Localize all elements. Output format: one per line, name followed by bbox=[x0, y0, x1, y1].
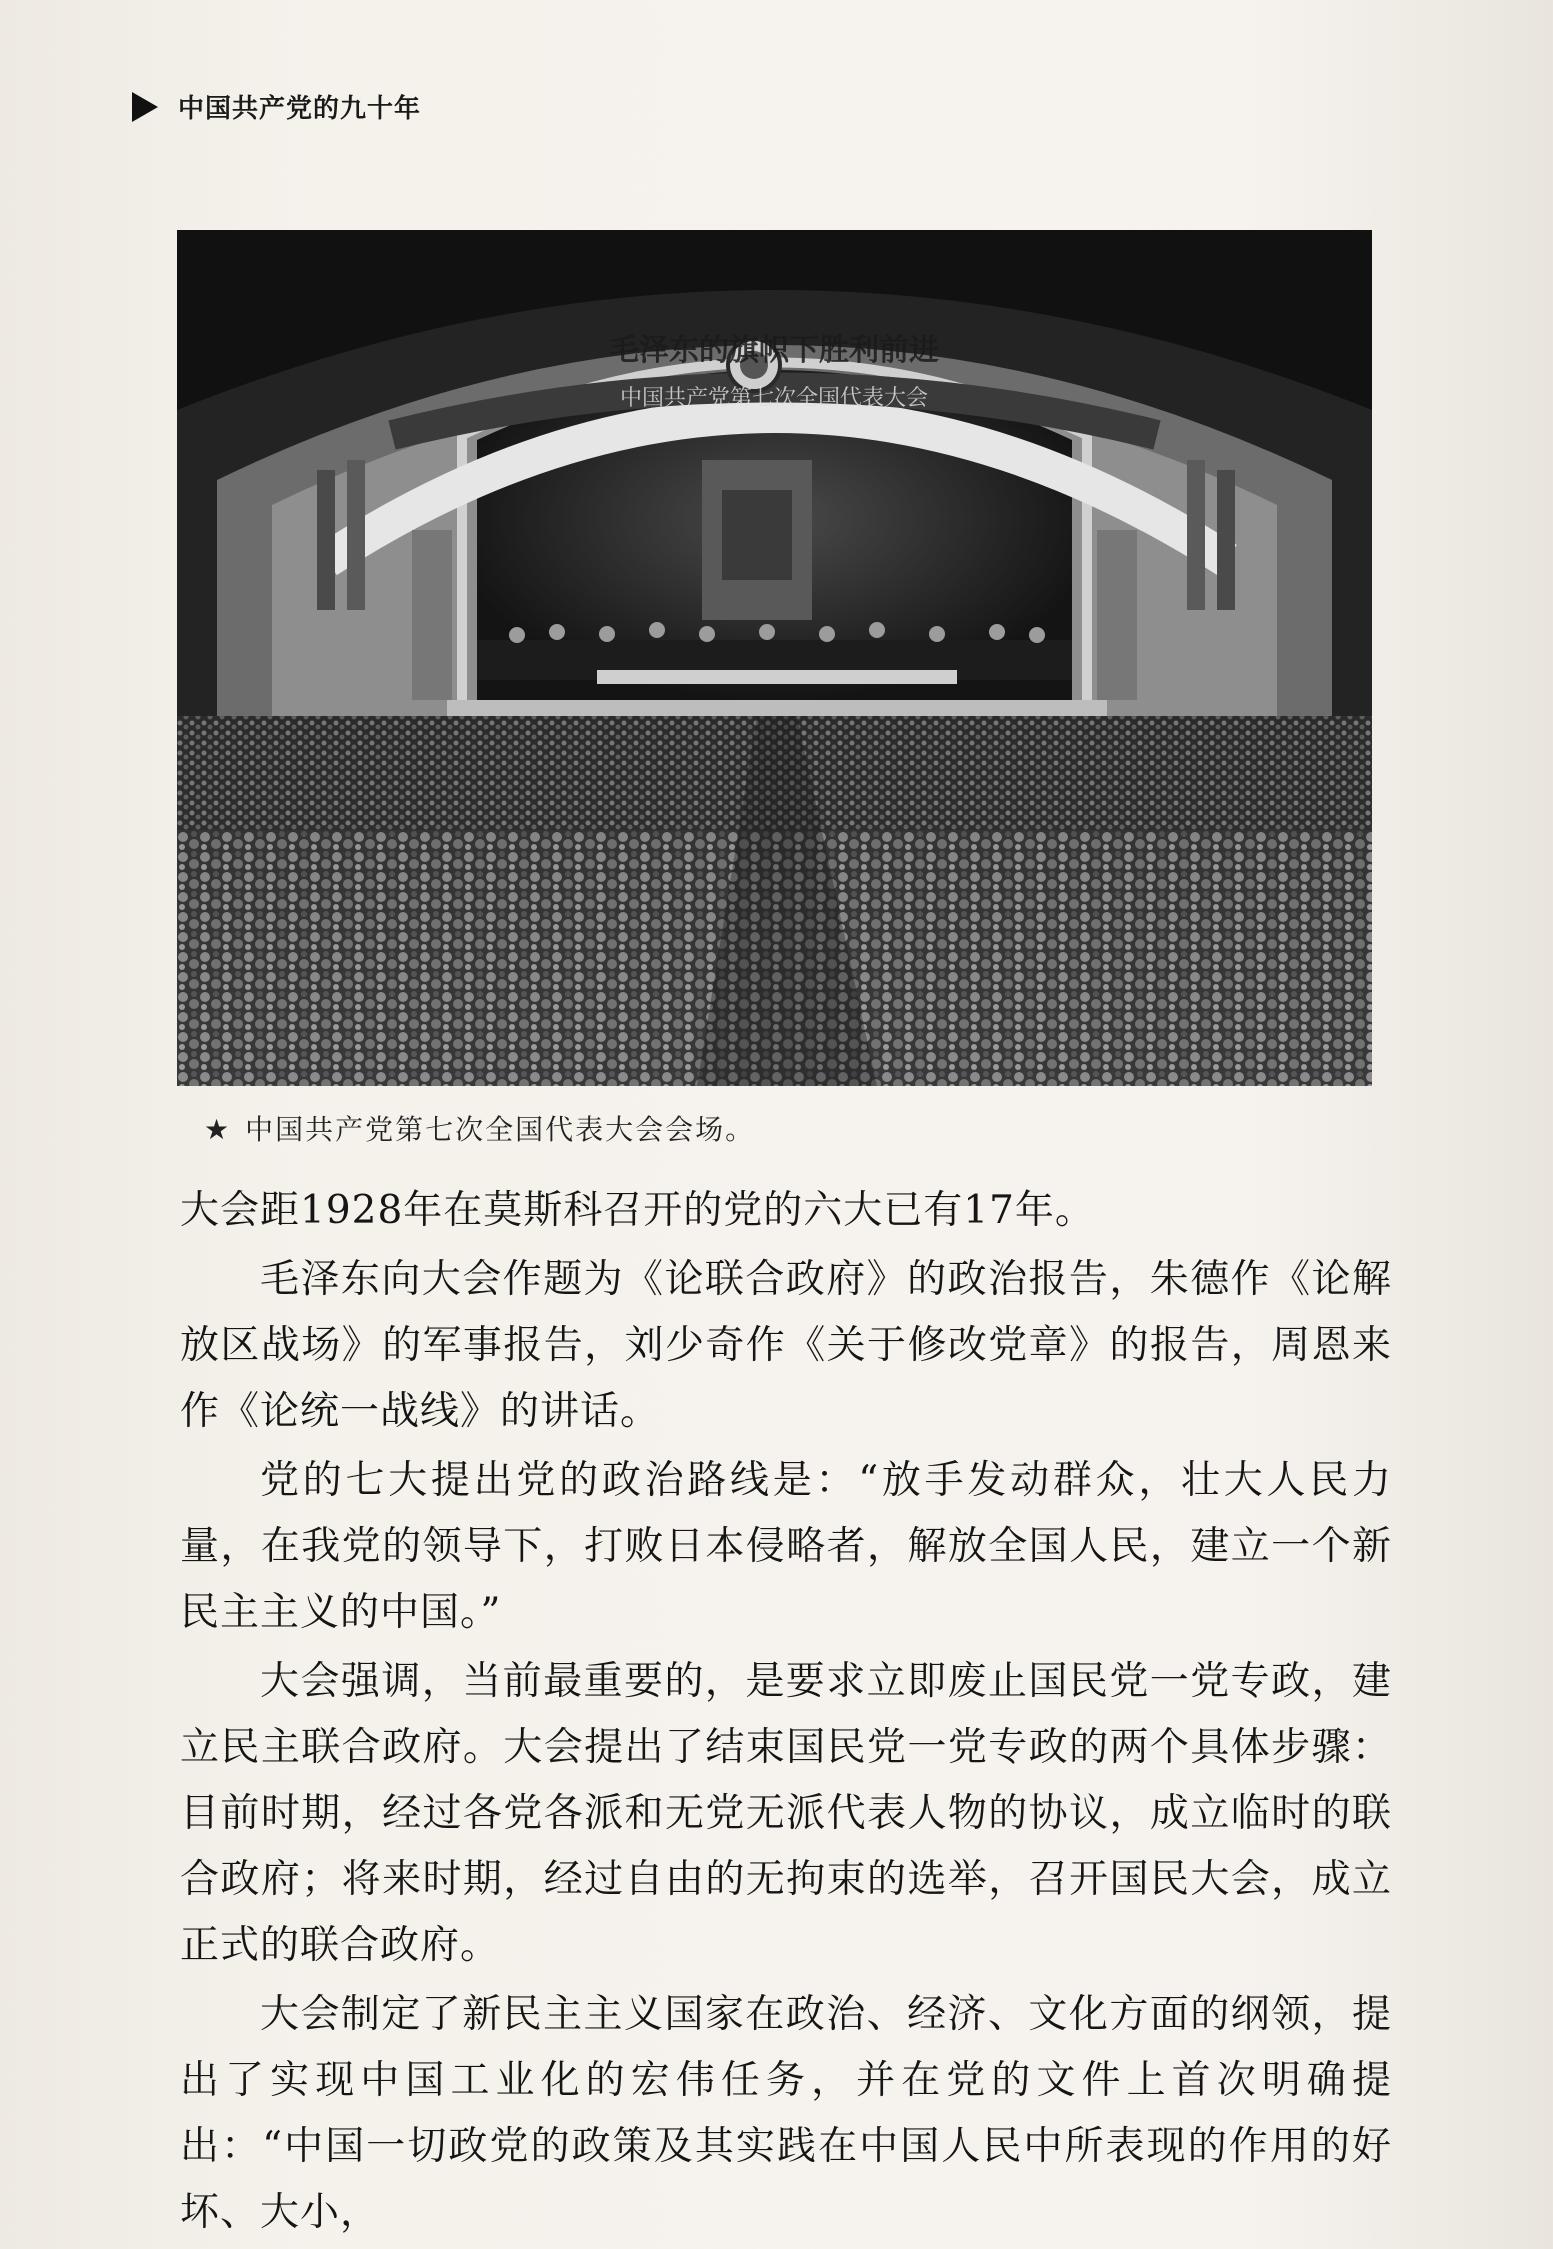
paragraph: 大会强调，当前最重要的，是要求立即废止国民党一党专政，建立民主联合政府。大会提出了结束国民党一党专政的两个具体步骤：目前时期，经过各党各派和无党无派代表人物的协议，成立临时的联合政府；将来时期，经过自由的无拘束的选举，召开国民大会，成立正式的联合政府。 bbox=[180, 1659, 1392, 1968]
body-text bbox=[180, 1178, 1392, 2249]
paragraph: 毛泽东向大会作题为《论联合政府》的政治报告，朱德作《论解放区战场》的军事报告，刘少奇作《关于修改党章》的报告，周恩来作《论统一战线》的讲话。 bbox=[180, 1257, 1392, 1434]
banner-inner-text: 中国共产党第七次全国代表大会 bbox=[619, 386, 929, 411]
photo-caption bbox=[204, 1108, 755, 1148]
paragraph: 党的七大提出党的政治路线是：“放手发动群众，壮大人民力量，在我党的领导下，打败日本侵略者，解放全国人民，建立一个新民主主义的中国。” bbox=[180, 1458, 1392, 1635]
caption-text: 中国共产党第七次全国代表大会会场。 bbox=[245, 1113, 756, 1146]
book-title: 中国共产党的九十年 bbox=[178, 94, 422, 124]
running-header bbox=[132, 88, 421, 125]
paragraph: 大会制定了新民主主义国家在政治、经济、文化方面的纲领，提出了实现中国工业化的宏伟任务，并在党的文件上首次明确提出：“中国一切政党的政策及其实践在中国人民中所表现的作用的好坏、大小， bbox=[180, 1992, 1392, 2235]
triangle-right-icon bbox=[132, 92, 158, 122]
paragraph: 大会距1928年在莫斯科召开的党的六大已有17年。 bbox=[180, 1188, 1095, 1233]
star-icon: ★ bbox=[204, 1113, 232, 1146]
banner-outer-text: 毛泽东的旗帜下胜利前进 bbox=[609, 333, 939, 368]
congress-hall-photo bbox=[177, 230, 1372, 1086]
